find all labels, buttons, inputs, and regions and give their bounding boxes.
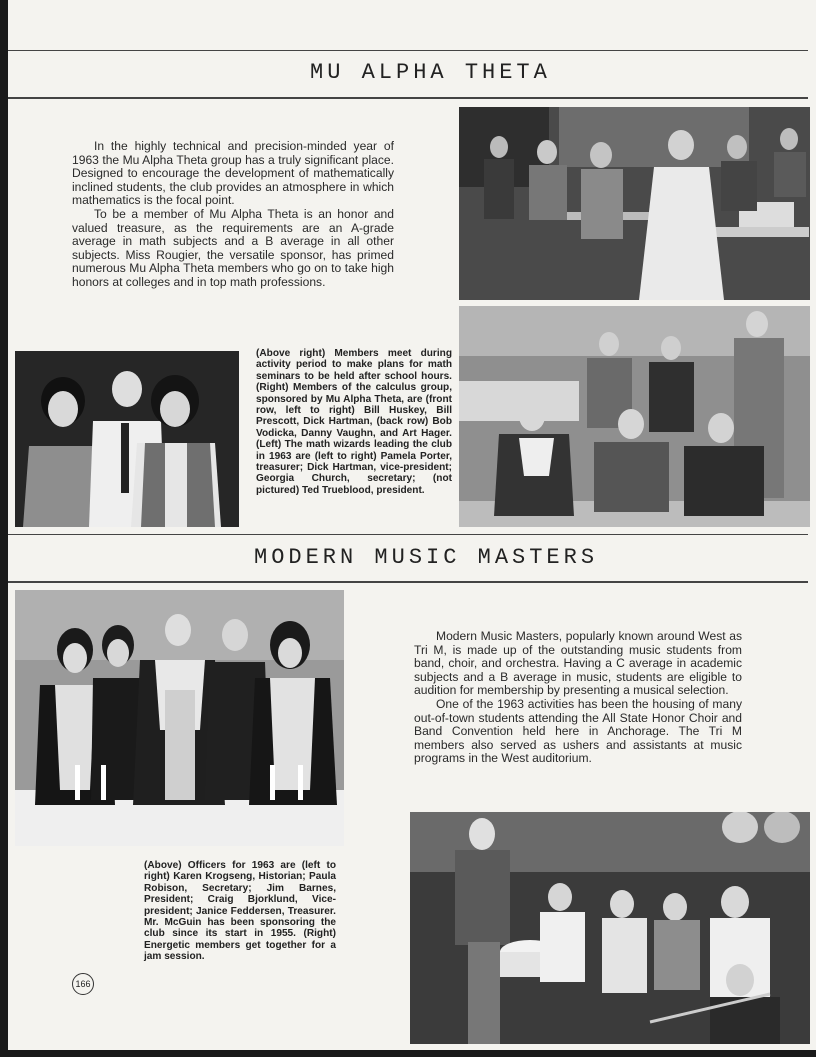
modern-music-masters-paragraph-1: Modern Music Masters, popularly known around West as Tri M, is made up of the outstanding music students from band, choir, and orchestra. Having a C average in academic subjects and a B average in music, students are eligible to audition for membership by presenting a musical selection. [414,629,742,698]
photo-calculus-group [459,306,810,527]
yearbook-page [8,0,816,1050]
photo-math-officers [15,351,239,527]
modern-music-masters-paragraph-2: One of the 1963 activities has been the housing of many out-of-town students attending the All State Honor Choir and Band Convention held here in Anchorage. The Tri M members also served as ushers and assistants at music programs in the West auditorium. [414,696,742,766]
section2-underline-rule [8,581,808,583]
modern-music-masters-body [414,630,742,766]
section-title-mu-alpha-theta: MU ALPHA THETA [310,60,551,85]
section-title-modern-music-masters: MODERN MUSIC MASTERS [254,545,599,570]
mu-alpha-theta-paragraph-2: To be a member of Mu Alpha Theta is an honor and valued treasure, as the requirements are an A-grade average in math subjects and a B average in all other subjects. Miss Rougier, the versatile sponsor, has primed numerous Mu Alpha Theta members who go on to take high honors at colleges and in top math professions. [72,206,394,289]
mu-alpha-theta-caption: (Above right) Members meet during activity period to make plans for math seminars to be held after school hours. (Right) Members of the calculus group, sponsored by Mu Alpha Theta, are (front row, left to right) Bill Huskey, Bill Prescott, Dick Hartman, (back row) Bob Vodicka, Danny Vaughn, and Art Hager. (Left) The math wizards leading the club in 1963 are (left to right) Pamela Porter, treasurer; Dick Hartman, vice-president; Georgia Church, secretary; (not pictured) Ted Trueblood, president. [256,348,452,496]
mu-alpha-theta-body [72,140,394,290]
photo-members-meeting [459,107,810,300]
title-underline-rule [8,97,808,99]
modern-music-masters-caption: (Above) Officers for 1963 are (left to right) Karen Krogseng, Historian; Paula Robison, Secretary; Jim Barnes, President; Craig Bjorklund, Vice-president; Janice Feddersen, Treasurer. Mr. McGuin has been sponsoring the club since its start in 1955. (Right) Energetic members get together for a jam session. [144,860,336,963]
photo-tri-m-officers [15,590,344,846]
photo-jam-session [410,812,810,1044]
page-number: 166 [72,973,94,995]
mu-alpha-theta-paragraph-1: In the highly technical and precision-minded year of 1963 the Mu Alpha Theta group has a truly significant place. Designed to encourage the development of mathematically inclined students, the club provides an atmosphere in which mathematics is the focal point. [72,139,394,208]
section2-top-rule [8,534,808,535]
top-rule [8,50,808,51]
